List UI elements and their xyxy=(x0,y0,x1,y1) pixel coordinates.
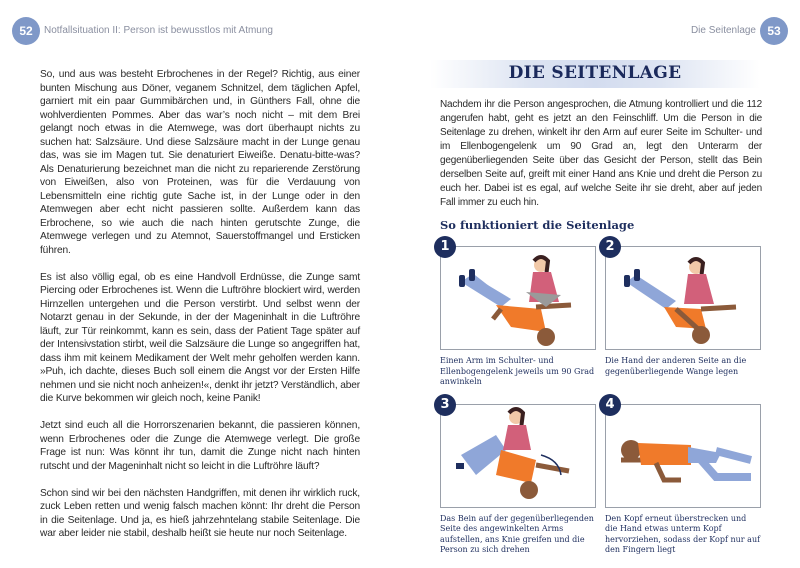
title-band xyxy=(430,60,760,88)
running-head: Die Seitenlage xyxy=(690,25,756,36)
step-illustration xyxy=(605,246,761,350)
recovery-position-illustration-4 xyxy=(606,405,760,507)
step-number-badge: 2 xyxy=(599,236,621,258)
step-4 xyxy=(605,396,761,556)
running-head: Notfallsituation II: Person ist bewusstlos mit Atmung xyxy=(44,25,273,36)
page-title: DIE SEITENLAGE xyxy=(508,63,682,83)
step-illustration xyxy=(440,404,596,508)
step-illustration xyxy=(605,404,761,508)
step-number-badge: 3 xyxy=(434,394,456,416)
step-1 xyxy=(440,239,596,388)
step-number-badge: 1 xyxy=(434,236,456,258)
paragraph: Jetzt sind euch all die Horrorszenarien bekannt, die passieren können, wenn Erbrochenes oder die Zunge die Atemwege verlegt. Die große Frage ist nun: Was könnt ihr tun, damit die Zunge nicht nach hinten rutscht und der Mageninhalt nicht so leicht in die Luftröhre läuft? xyxy=(40,420,360,472)
step-illustration xyxy=(440,246,596,350)
recovery-position-illustration-2 xyxy=(606,247,760,349)
page-number-badge: 52 xyxy=(12,17,40,45)
right-content xyxy=(440,98,762,556)
step-number-badge: 4 xyxy=(599,394,621,416)
page-number-badge: 53 xyxy=(760,17,788,45)
step-caption: Einen Arm im Schulter- und Ellenbogengelenk jeweils um 90 Grad anwinkeln xyxy=(440,356,595,386)
paragraph: Es ist also völlig egal, ob es eine Handvoll Erdnüsse, die Zunge samt Piercing oder Erbrochenes ist. Wenn die Luftröhre blockiert wird, werden Hirnzellen untergehen und die Person verstirbt. Und selbst wenn der Notarzt genau in der Sekunde, in der der Mageninhalt in die Luftröhre läuft, zur Tür reinkommt, kann es sein, dass der Patient Tage später auf der Intensivstation stirbt, weil die Salzsäure die Lunge so angegriffen hat, dass ihm mit keinem Medikament der Welt mehr geholfen werden kann. »Puh, ich dachte, dieses Buch soll einem die Angst vor der Ersten Hilfe nehmen und sie nicht noch anheizen!«, denkt ihr jetzt? Verständlich, aber die Kurve bekommen wir gleich noch, keine Panik! xyxy=(40,271,360,404)
section-heading: So funktioniert die Seitenlage xyxy=(440,218,635,232)
step-caption: Den Kopf erneut überstrecken und die Hand etwas unterm Kopf hervorziehen, sodass der Kopf nur auf den Fingern liegt xyxy=(605,513,761,554)
step-caption: Die Hand der anderen Seite an die gegenüberliegende Wange legen xyxy=(605,356,747,376)
intro-text: Nachdem ihr die Person angesprochen, die Atmung kontrolliert und die 112 angerufen habt, geht es jetzt an den Feinschliff. Um die Person in die Seitenlage zu drehen, winkelt ihr den Arm auf eurer Seite im Schulter- und im Ellenbogengelenk um 90 Grad an, legt den Unterarm der gegenüberliegenden Seite über das Gesicht der Person, stellt das Bein derselben Seite auf, greift mit einer Hand ans Knie und dreht die Person zu euch her. Dabei ist es egal, auf welche Seite ihr sie dreht, aber auf jeden Fall immer zu euch hin. xyxy=(440,99,762,208)
recovery-position-illustration-3 xyxy=(441,405,595,507)
paragraph: Schon sind wir bei den nächsten Handgriffen, mit denen ihr wirklich ruck, zuck Leben retten und wenig falsch machen könnt: Ihr dreht die Person in die Seitenlage. Und ja, es hieß jahrzehntelang stabile Seitenlage. Die war aber leider nie stabil, deshalb heißt sie heute nur noch Seitenlage. xyxy=(40,487,360,539)
recovery-position-illustration-1 xyxy=(441,247,595,349)
steps-grid xyxy=(440,239,762,556)
step-3 xyxy=(440,396,596,556)
right-page xyxy=(400,0,800,568)
body-text xyxy=(40,68,360,554)
paragraph: So, und aus was besteht Erbrochenes in der Regel? Richtig, aus einer bunten Mischung aus Döner, veganem Schnitzel, dem täglichen Apfel, garniert mit ein paar Gummibärchen und, in Günthers Fall, ohne die wohlverdienten Pommes. Aber das war’s noch nicht – mit dem Brei gelangt noch etwas in die Atemwege, was dort überhaupt nichts zu suchen hat: Salzsäure. Und diese Salzsäure macht in der Lunge genau das, was sie im Magen tut. Sie denaturiert Eiweiße. Denatu-bitte-was? Als Denaturierung bezeichnet man die nicht zu reparierende Zerstörung von Eiweißen, also von Proteinen, was für die Verdauung von Lebensmitteln eine richtig gute Sache ist, in der Lunge oder in den Atemwegen aber echt nicht passieren sollte. Außerdem kann das Erbrochene, so wie auch die nach hinten gerutschte Zunge, die Atemwege verlegen und zu Atemnot, Sauerstoffmangel und Ersticken führen. xyxy=(40,69,360,256)
step-2 xyxy=(605,239,761,388)
step-caption: Das Bein auf der gegenüberliegenden Seite des angewinkelten Arms aufstellen, ans Knie greifen und die Person zu sich drehen xyxy=(440,513,594,554)
